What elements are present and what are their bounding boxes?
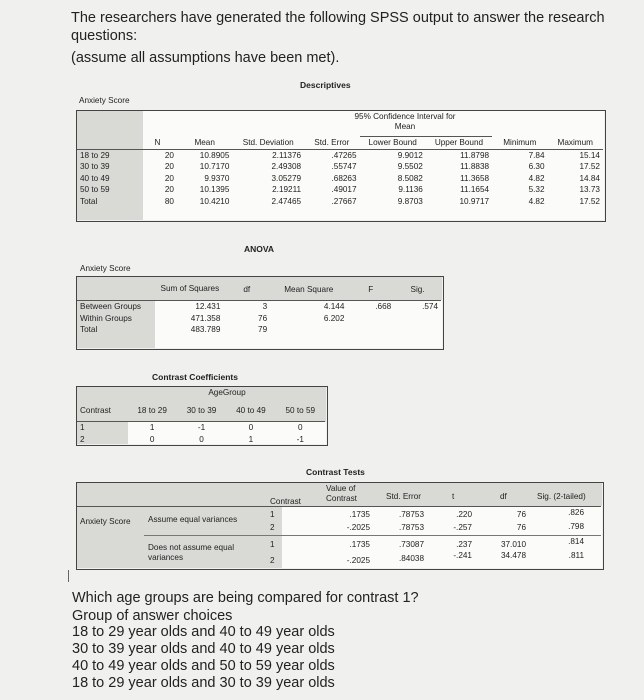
contrast-coef-header-row — [77, 399, 325, 422]
table-cell: 3 — [223, 301, 270, 313]
table-cell: 2.11376 — [232, 149, 304, 161]
contrast-tests-header-t: t — [452, 492, 455, 501]
descriptives-header-cell: Upper Bound — [426, 137, 492, 150]
table-cell: 0 — [149, 434, 155, 444]
anova-table — [77, 278, 441, 336]
table-cell: 17.52 — [579, 162, 600, 172]
table-cell: -.2025 — [346, 556, 370, 565]
table-cell: 80 — [164, 196, 174, 206]
table-cell: Total — [80, 196, 98, 206]
table-row — [77, 324, 441, 336]
table-cell: 10.9717 — [459, 196, 490, 206]
table-cell: 10.1395 — [199, 185, 230, 195]
descriptives-table — [77, 136, 603, 207]
table-cell: 6.202 — [323, 313, 345, 323]
table-cell: .798 — [568, 522, 584, 531]
table-cell: 1 — [270, 540, 275, 549]
table-cell: 0 — [226, 422, 275, 434]
table-cell: 6.30 — [528, 162, 545, 172]
margin-mark — [68, 570, 69, 582]
table-cell: 20 — [164, 162, 174, 172]
table-cell: 2.19211 — [272, 185, 302, 195]
table-cell: .84038 — [398, 554, 424, 563]
table-cell: 12.431 — [156, 301, 223, 313]
table-cell: 13.73 — [579, 185, 600, 195]
table-cell: .68263 — [331, 173, 357, 183]
table-cell: 20 — [138, 149, 177, 161]
table-cell: 1 — [77, 422, 127, 434]
table-cell: .49017 — [331, 185, 357, 195]
question-subtitle: Group of answer choices — [72, 608, 233, 624]
table-cell: 9.5502 — [397, 162, 423, 172]
answer-choice[interactable]: 30 to 39 year olds and 40 to 49 year olds — [72, 641, 335, 657]
table-cell: -1 — [177, 422, 226, 434]
table-cell: 20 — [164, 173, 174, 183]
table-cell: .73087 — [398, 540, 424, 549]
anova-header-row — [77, 278, 441, 301]
descriptives-header-row — [77, 137, 603, 150]
table-cell: .574 — [394, 301, 441, 313]
table-cell: 9.9370 — [204, 173, 230, 183]
intro-line-3: (assume all assumptions have been met). — [71, 50, 340, 66]
table-cell: .1735 — [349, 510, 370, 519]
table-cell: .826 — [568, 508, 584, 517]
intro-line-2: questions: — [71, 28, 138, 44]
anova-header-cell: Sig. — [410, 284, 425, 294]
contrast-tests-header-value: Value of Contrast — [326, 484, 357, 503]
table-cell: .1735 — [349, 540, 370, 549]
contrast-coef-row-header: Contrast — [80, 405, 111, 415]
table-cell: .55747 — [331, 162, 357, 172]
table-cell: 34.478 — [500, 551, 526, 560]
descriptives-header-cell: Std. Error — [314, 138, 350, 147]
table-row — [77, 161, 603, 173]
table-cell: 14.84 — [579, 173, 600, 183]
descriptives-header-cell: N — [154, 138, 161, 147]
descriptives-header-cell: Maximum — [557, 138, 593, 147]
descriptives-title: Descriptives — [300, 80, 351, 90]
table-cell: 471.358 — [190, 313, 221, 323]
intro-line-1: The researchers have generated the following SPSS output to answer the research — [71, 10, 605, 26]
table-cell: 9.8703 — [397, 196, 423, 206]
table-cell: 0 — [276, 422, 325, 434]
contrast-coef-header-cell: 18 to 29 — [137, 405, 167, 415]
table-cell: -.257 — [453, 523, 472, 532]
table-row — [77, 173, 603, 185]
table-cell: -.241 — [453, 551, 472, 560]
answer-choice[interactable]: 18 to 29 year olds and 30 to 39 year olds — [72, 675, 335, 691]
table-cell: .237 — [456, 540, 472, 549]
contrast-coef-header-cell: 50 to 59 — [285, 405, 316, 415]
table-cell: 5.32 — [528, 185, 545, 195]
table-cell: 4.82 — [528, 173, 545, 183]
table-cell: 4.82 — [528, 196, 545, 206]
table-cell: 76 — [516, 510, 526, 519]
table-cell: 1 — [127, 422, 176, 434]
table-cell — [347, 313, 394, 325]
answer-choice[interactable]: 18 to 29 year olds and 40 to 49 year olds — [72, 624, 335, 640]
table-cell: 20 — [164, 185, 174, 195]
anova-header-cell: Sum of Squares — [160, 284, 220, 293]
table-cell: 483.789 — [190, 325, 221, 335]
table-cell: 11.1654 — [460, 185, 490, 195]
contrast-tests-var-label: Anxiety Score — [80, 517, 131, 526]
table-cell: 79 — [258, 325, 268, 335]
table-row — [77, 434, 325, 446]
table-cell: 8.5082 — [397, 173, 423, 183]
table-cell: 9.9012 — [360, 149, 426, 161]
contrast-coef-header-cell: 40 to 49 — [236, 405, 266, 415]
table-cell: 0 — [199, 434, 204, 444]
table-cell: -1 — [296, 434, 304, 444]
table-row — [77, 196, 603, 208]
descriptives-header-cell: Lower Bound — [360, 137, 426, 150]
table-row — [77, 422, 325, 434]
table-cell: 15.14 — [548, 149, 603, 161]
table-cell — [347, 324, 394, 336]
contrast-tests-equal-label: Assume equal variances — [148, 515, 238, 524]
table-cell: 2 — [270, 523, 275, 532]
table-cell: 10.7170 — [199, 162, 230, 172]
table-cell: 1 — [270, 510, 275, 519]
table-cell: -.2025 — [346, 523, 370, 532]
table-cell: 2 — [270, 556, 275, 565]
table-cell: Total — [80, 325, 98, 335]
contrast-coef-table — [77, 399, 325, 445]
question-prompt: Which age groups are being compared for contrast 1? — [72, 590, 419, 606]
table-cell: 40 to 49 — [80, 173, 110, 183]
contrast-tests-header-contrast: Contrast — [270, 497, 301, 506]
table-cell — [270, 324, 347, 336]
table-cell: .47265 — [304, 149, 359, 161]
contrast-tests-unequal-label: Does not assume equal variances — [148, 543, 235, 562]
table-cell: .78753 — [398, 510, 424, 519]
anova-header-cell: F — [368, 284, 374, 294]
contrast-tests-header-sig: Sig. (2-tailed) — [537, 492, 586, 501]
table-cell: 30 to 39 — [80, 162, 110, 172]
contrast-tests-header-df: df — [500, 492, 507, 501]
contrast-tests-title: Contrast Tests — [306, 467, 365, 477]
table-cell: .27667 — [331, 196, 357, 206]
answer-choice[interactable]: 40 to 49 year olds and 50 to 59 year olds — [72, 658, 335, 674]
contrast-tests-header-divider — [77, 506, 601, 507]
table-cell: Within Groups — [80, 313, 132, 323]
table-cell: 10.8905 — [177, 149, 232, 161]
table-cell: 76 — [516, 523, 526, 532]
table-cell — [394, 313, 441, 325]
descriptives-ci-header: 95% Confidence Interval for Mean — [354, 112, 456, 131]
table-cell: 7.84 — [492, 149, 547, 161]
contrast-coef-header-cell: 30 to 39 — [186, 405, 217, 415]
table-cell: .814 — [568, 537, 584, 546]
descriptives-header-cell: Std. Deviation — [242, 138, 294, 147]
table-cell: .811 — [568, 551, 584, 560]
table-row — [77, 301, 441, 313]
table-row — [77, 313, 441, 325]
anova-header-cell: df — [243, 284, 251, 294]
table-row — [77, 149, 603, 161]
table-cell: 3.05279 — [271, 173, 302, 183]
table-cell: 2.49308 — [271, 162, 302, 172]
contrast-tests-group-divider — [144, 535, 601, 536]
table-cell: 9.1136 — [398, 185, 423, 195]
table-cell: 17.52 — [579, 196, 600, 206]
anova-title: ANOVA — [244, 244, 275, 254]
anova-header-cell: Mean Square — [284, 284, 334, 294]
table-cell: 2.47465 — [271, 196, 302, 206]
table-cell: 37.010 — [500, 540, 526, 549]
table-cell: 11.8798 — [426, 149, 492, 161]
descriptives-header-cell: Mean — [194, 138, 215, 147]
table-row — [77, 184, 603, 196]
anova-header-cell — [77, 278, 156, 301]
table-cell: 50 to 59 — [80, 185, 110, 195]
table-cell: 76 — [258, 313, 268, 323]
contrast-coef-group-header: AgeGroup — [208, 388, 246, 397]
contrast-tests-header-stderr: Std. Error — [386, 492, 422, 501]
table-cell: .78753 — [398, 523, 424, 532]
table-cell: 1 — [248, 434, 254, 444]
contrast-coef-title: Contrast Coefficients — [152, 372, 238, 382]
table-cell: 11.8838 — [460, 162, 490, 172]
table-cell: Between Groups — [77, 301, 156, 313]
table-cell: .220 — [456, 510, 472, 519]
table-cell: 2 — [80, 434, 85, 444]
descriptives-header-cell — [77, 137, 138, 150]
table-cell: 18 to 29 — [77, 149, 138, 161]
table-cell: 11.3658 — [460, 173, 490, 183]
table-cell: 4.144 — [270, 301, 347, 313]
anova-var-label: Anxiety Score — [80, 264, 131, 273]
table-cell — [394, 324, 441, 336]
table-cell: .668 — [347, 301, 394, 313]
table-cell: 10.4210 — [199, 196, 230, 206]
descriptives-var-label: Anxiety Score — [79, 96, 130, 105]
descriptives-header-cell: Minimum — [503, 138, 537, 147]
